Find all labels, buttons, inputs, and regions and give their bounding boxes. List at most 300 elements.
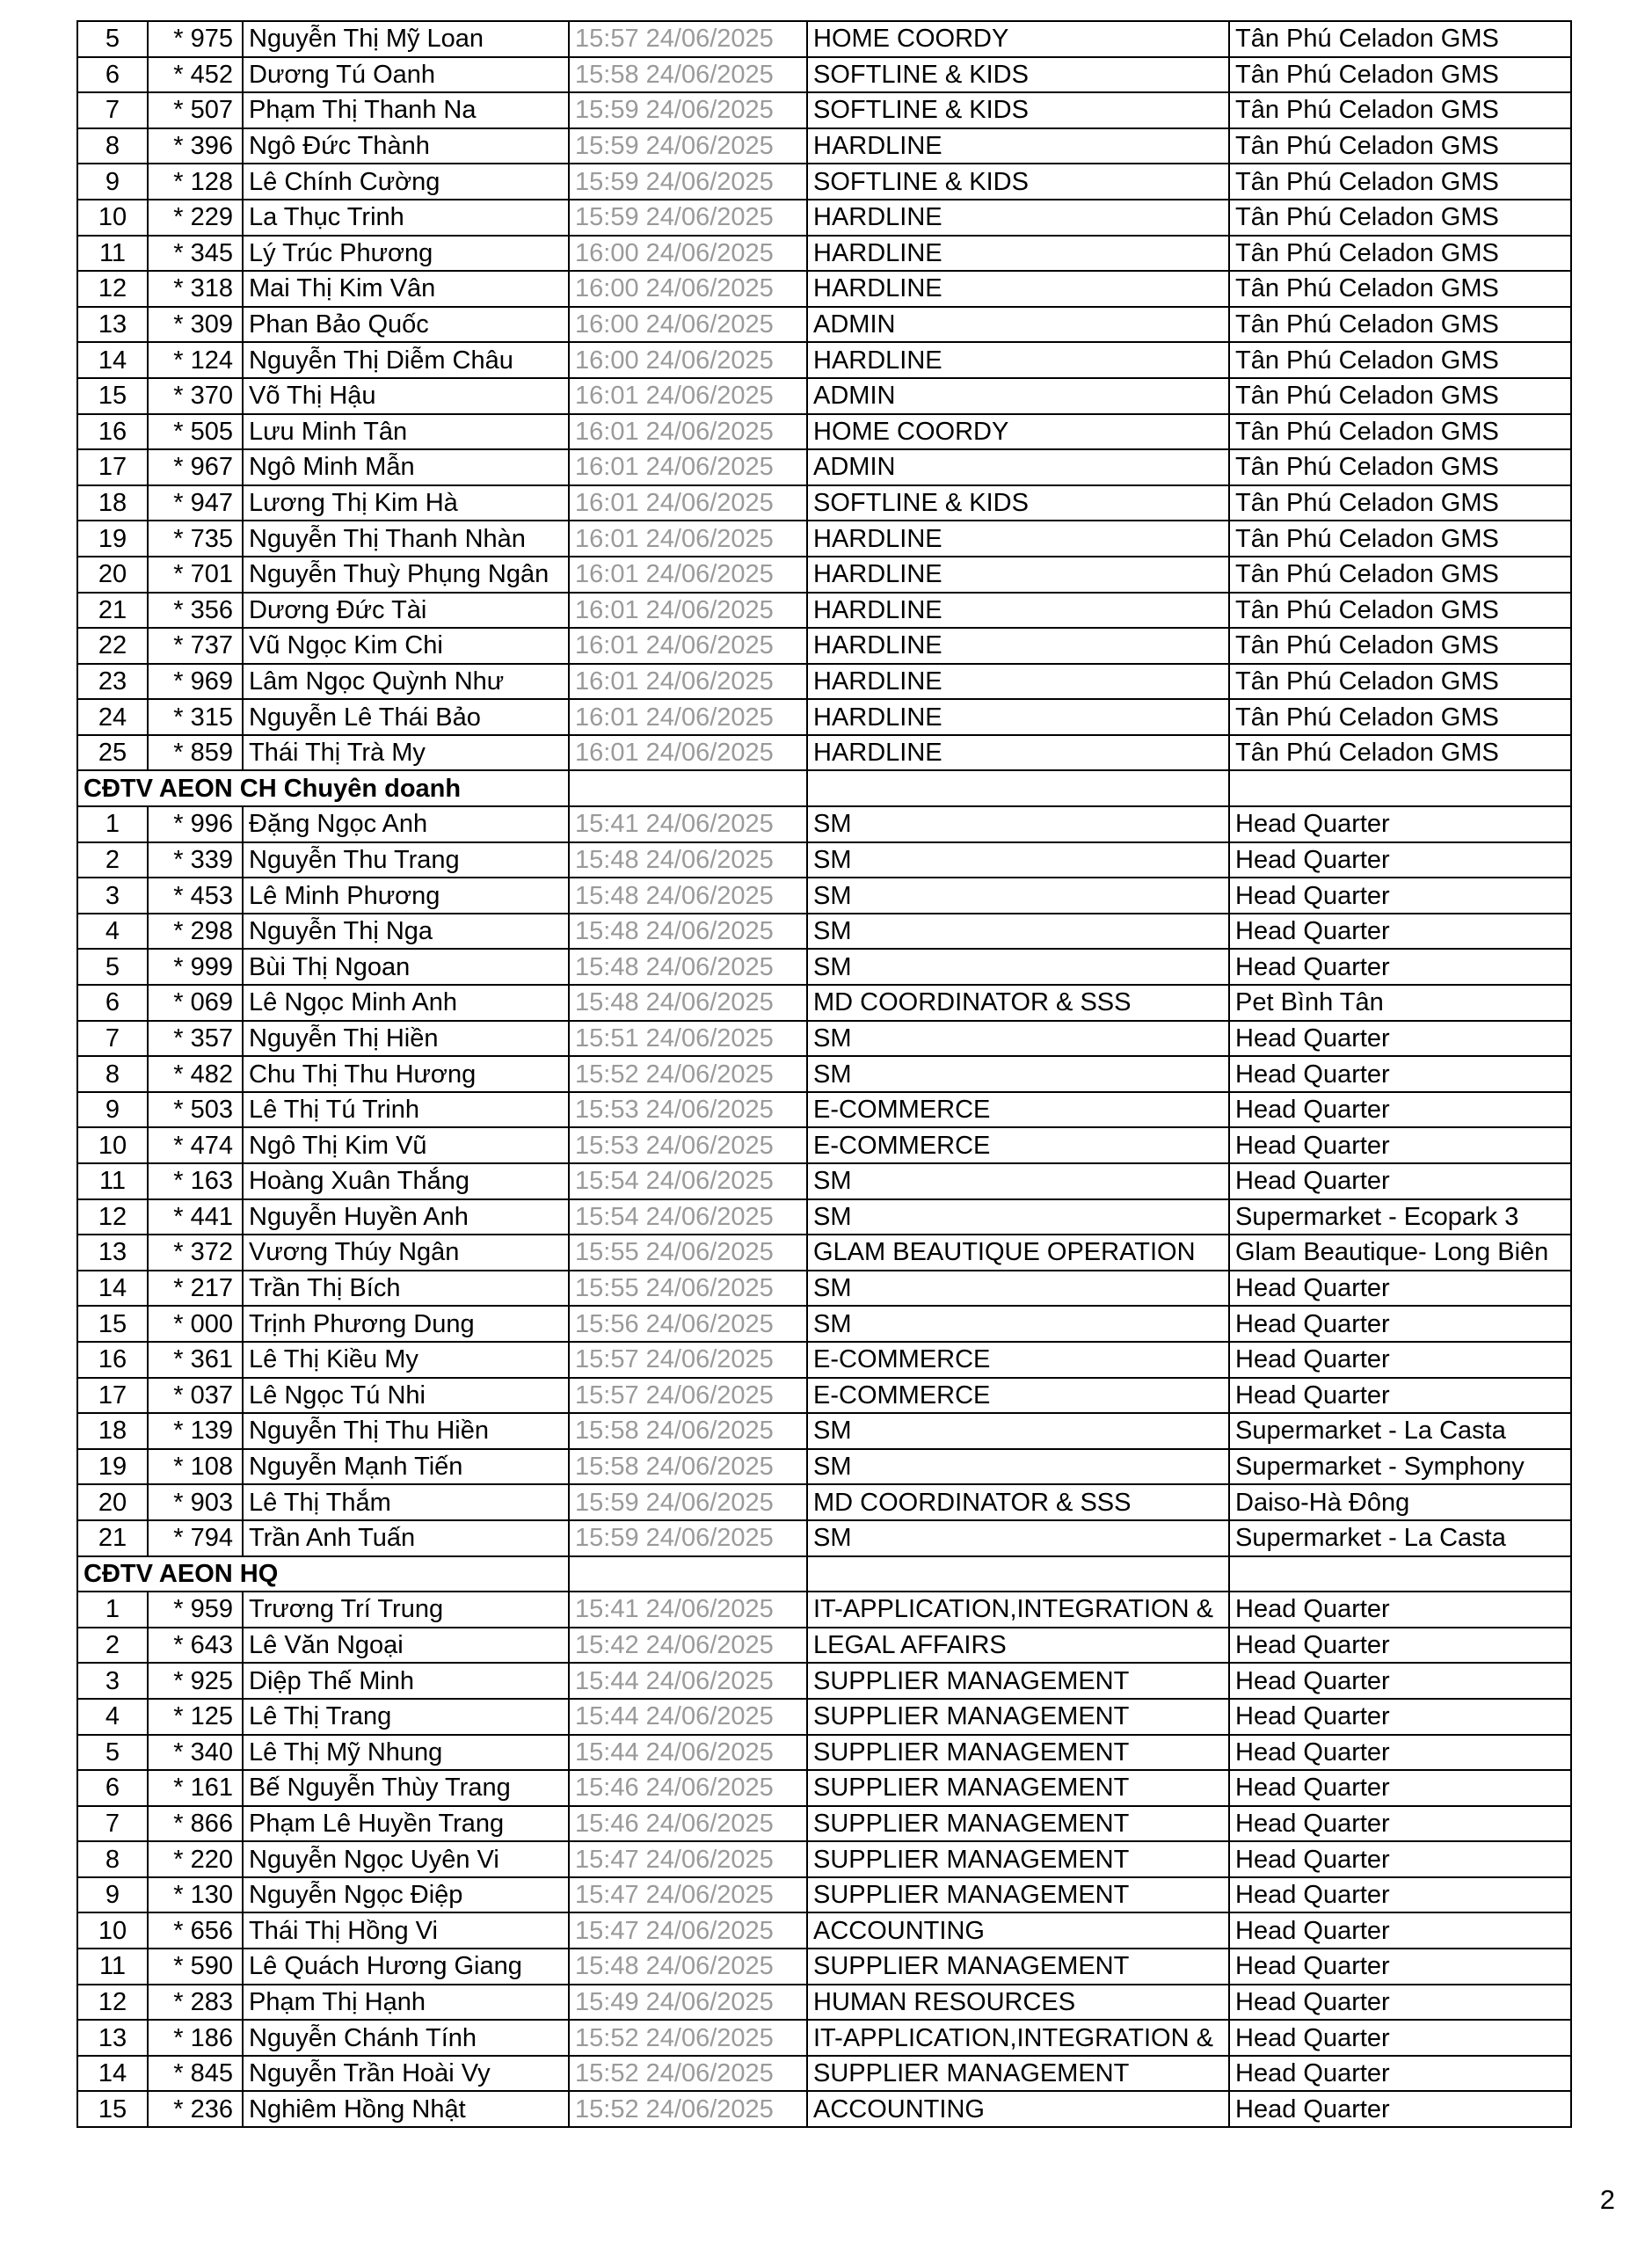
table-row (77, 92, 1571, 128)
table-row (77, 2020, 1571, 2056)
location: Head Quarter (1229, 2056, 1571, 2092)
employee-name: Nguyễn Ngọc Uyên Vi (243, 1841, 569, 1877)
row-number: 15 (77, 378, 148, 414)
employee-id: * 217 (148, 1271, 243, 1307)
check-in-time: 16:01 24/06/2025 (569, 557, 807, 593)
check-in-time: 15:58 24/06/2025 (569, 57, 807, 93)
table-row (77, 1056, 1571, 1092)
table-row (77, 1199, 1571, 1235)
department: SUPPLIER MANAGEMENT (807, 1663, 1229, 1699)
table-row (77, 1163, 1571, 1199)
check-in-time: 15:52 24/06/2025 (569, 2091, 807, 2127)
check-in-time: 15:52 24/06/2025 (569, 1056, 807, 1092)
employee-name: Lê Ngọc Tú Nhi (243, 1378, 569, 1414)
row-number: 20 (77, 1484, 148, 1520)
row-number: 3 (77, 1663, 148, 1699)
employee-name: Bùi Thị Ngoan (243, 949, 569, 985)
location: Tân Phú Celadon GMS (1229, 699, 1571, 735)
table-row (77, 878, 1571, 914)
check-in-time: 15:57 24/06/2025 (569, 1342, 807, 1378)
location: Head Quarter (1229, 806, 1571, 842)
employee-id: * 503 (148, 1092, 243, 1128)
employee-id: * 794 (148, 1520, 243, 1556)
row-number: 23 (77, 664, 148, 700)
employee-id: * 999 (148, 949, 243, 985)
table-row (77, 1949, 1571, 1985)
employee-id: * 866 (148, 1806, 243, 1842)
location: Head Quarter (1229, 1021, 1571, 1057)
employee-id: * 859 (148, 735, 243, 771)
check-in-time: 16:01 24/06/2025 (569, 735, 807, 771)
location: Head Quarter (1229, 1271, 1571, 1307)
row-number: 10 (77, 1127, 148, 1163)
row-number: 11 (77, 1949, 148, 1985)
employee-id: * 315 (148, 699, 243, 735)
check-in-time: 15:58 24/06/2025 (569, 1449, 807, 1485)
attendance-table (76, 20, 1572, 2128)
row-number: 8 (77, 1841, 148, 1877)
table-row (77, 1271, 1571, 1307)
employee-name: Nguyễn Chánh Tính (243, 2020, 569, 2056)
check-in-time: 15:48 24/06/2025 (569, 1949, 807, 1985)
employee-name: Lưu Minh Tân (243, 414, 569, 450)
check-in-time: 15:51 24/06/2025 (569, 1021, 807, 1057)
department: SM (807, 806, 1229, 842)
department: HARDLINE (807, 271, 1229, 307)
row-number: 6 (77, 985, 148, 1021)
location: Head Quarter (1229, 1127, 1571, 1163)
check-in-time: 16:00 24/06/2025 (569, 236, 807, 272)
table-row (77, 307, 1571, 343)
location: Head Quarter (1229, 1949, 1571, 1985)
table-row (77, 1806, 1571, 1842)
department: SM (807, 878, 1229, 914)
row-number: 8 (77, 128, 148, 164)
department: HOME COORDY (807, 414, 1229, 450)
employee-name: Nguyễn Thị Thanh Nhàn (243, 521, 569, 557)
location: Head Quarter (1229, 1306, 1571, 1342)
department: SM (807, 1271, 1229, 1307)
check-in-time: 15:42 24/06/2025 (569, 1628, 807, 1664)
department: ADMIN (807, 307, 1229, 343)
department: SM (807, 1520, 1229, 1556)
table-row (77, 1912, 1571, 1949)
check-in-time: 16:00 24/06/2025 (569, 342, 807, 378)
employee-id: * 124 (148, 342, 243, 378)
table-row (77, 1770, 1571, 1806)
check-in-time: 15:58 24/06/2025 (569, 1413, 807, 1449)
employee-name: Hoàng Xuân Thắng (243, 1163, 569, 1199)
row-number: 24 (77, 699, 148, 735)
employee-id: * 737 (148, 628, 243, 664)
check-in-time: 16:01 24/06/2025 (569, 485, 807, 521)
employee-id: * 000 (148, 1306, 243, 1342)
employee-id: * 356 (148, 593, 243, 629)
check-in-time: 15:52 24/06/2025 (569, 2056, 807, 2092)
table-row (77, 1699, 1571, 1735)
department: HARDLINE (807, 628, 1229, 664)
table-row (77, 1877, 1571, 1913)
row-number: 20 (77, 557, 148, 593)
check-in-time: 15:53 24/06/2025 (569, 1127, 807, 1163)
department: MD COORDINATOR & SSS (807, 1484, 1229, 1520)
location: Daiso-Hà Đông (1229, 1484, 1571, 1520)
department: HARDLINE (807, 735, 1229, 771)
row-number: 16 (77, 1342, 148, 1378)
department: SM (807, 1163, 1229, 1199)
location: Head Quarter (1229, 1841, 1571, 1877)
check-in-time: 16:01 24/06/2025 (569, 628, 807, 664)
location: Head Quarter (1229, 914, 1571, 950)
employee-id: * 975 (148, 21, 243, 57)
employee-name: Lê Minh Phương (243, 878, 569, 914)
location: Supermarket - La Casta (1229, 1413, 1571, 1449)
department: SUPPLIER MANAGEMENT (807, 1841, 1229, 1877)
employee-id: * 139 (148, 1413, 243, 1449)
employee-name: Trịnh Phương Dung (243, 1306, 569, 1342)
employee-id: * 186 (148, 2020, 243, 2056)
department: SOFTLINE & KIDS (807, 92, 1229, 128)
row-number: 9 (77, 164, 148, 200)
check-in-time: 16:01 24/06/2025 (569, 699, 807, 735)
department: SUPPLIER MANAGEMENT (807, 1806, 1229, 1842)
row-number: 18 (77, 485, 148, 521)
location: Tân Phú Celadon GMS (1229, 378, 1571, 414)
department: SUPPLIER MANAGEMENT (807, 1949, 1229, 1985)
employee-name: Nguyễn Ngọc Điệp (243, 1877, 569, 1913)
table-row (77, 1841, 1571, 1877)
table-row (77, 914, 1571, 950)
check-in-time: 15:57 24/06/2025 (569, 21, 807, 57)
attendance-table-body (77, 21, 1571, 2127)
department: HOME COORDY (807, 21, 1229, 57)
table-row (77, 521, 1571, 557)
employee-name: Trần Anh Tuấn (243, 1520, 569, 1556)
table-row (77, 1235, 1571, 1271)
location: Tân Phú Celadon GMS (1229, 485, 1571, 521)
section-title: CĐTV AEON CH Chuyên doanh (77, 770, 569, 806)
row-number: 15 (77, 1306, 148, 1342)
location: Head Quarter (1229, 1985, 1571, 2021)
employee-name: La Thục Trinh (243, 200, 569, 236)
row-number: 19 (77, 1449, 148, 1485)
department: SOFTLINE & KIDS (807, 57, 1229, 93)
employee-name: Nguyễn Thu Trang (243, 842, 569, 878)
employee-name: Lê Chính Cường (243, 164, 569, 200)
check-in-time: 15:44 24/06/2025 (569, 1735, 807, 1771)
employee-id: * 967 (148, 449, 243, 485)
employee-id: * 474 (148, 1127, 243, 1163)
location: Tân Phú Celadon GMS (1229, 92, 1571, 128)
table-row (77, 164, 1571, 200)
location: Tân Phú Celadon GMS (1229, 521, 1571, 557)
row-number: 2 (77, 1628, 148, 1664)
check-in-time: 15:53 24/06/2025 (569, 1092, 807, 1128)
department: SOFTLINE & KIDS (807, 485, 1229, 521)
table-row (77, 2056, 1571, 2092)
employee-id: * 283 (148, 1985, 243, 2021)
employee-name: Lê Thị Thắm (243, 1484, 569, 1520)
table-row (77, 1628, 1571, 1664)
table-row (77, 806, 1571, 842)
check-in-time: 15:44 24/06/2025 (569, 1699, 807, 1735)
check-in-time: 15:41 24/06/2025 (569, 1592, 807, 1628)
employee-name: Nguyễn Trần Hoài Vy (243, 2056, 569, 2092)
employee-name: Võ Thị Hậu (243, 378, 569, 414)
empty-cell (569, 1556, 807, 1592)
department: IT-APPLICATION,INTEGRATION & (807, 2020, 1229, 2056)
location: Tân Phú Celadon GMS (1229, 449, 1571, 485)
location: Head Quarter (1229, 842, 1571, 878)
check-in-time: 15:48 24/06/2025 (569, 985, 807, 1021)
check-in-time: 15:55 24/06/2025 (569, 1235, 807, 1271)
table-row (77, 271, 1571, 307)
employee-id: * 947 (148, 485, 243, 521)
location: Head Quarter (1229, 2091, 1571, 2127)
employee-name: Lâm Ngọc Quỳnh Như (243, 664, 569, 700)
location: Supermarket - Symphony (1229, 1449, 1571, 1485)
location: Head Quarter (1229, 1163, 1571, 1199)
table-row (77, 200, 1571, 236)
employee-name: Nguyễn Thị Diễm Châu (243, 342, 569, 378)
employee-name: Đặng Ngọc Anh (243, 806, 569, 842)
employee-id: * 735 (148, 521, 243, 557)
employee-name: Bế Nguyễn Thùy Trang (243, 1770, 569, 1806)
location: Tân Phú Celadon GMS (1229, 57, 1571, 93)
department: SM (807, 949, 1229, 985)
location: Tân Phú Celadon GMS (1229, 21, 1571, 57)
row-number: 21 (77, 1520, 148, 1556)
location: Head Quarter (1229, 1628, 1571, 1664)
table-row (77, 1520, 1571, 1556)
department: SUPPLIER MANAGEMENT (807, 1770, 1229, 1806)
location: Tân Phú Celadon GMS (1229, 164, 1571, 200)
location: Head Quarter (1229, 1663, 1571, 1699)
department: SM (807, 1021, 1229, 1057)
check-in-time: 15:56 24/06/2025 (569, 1306, 807, 1342)
empty-cell (569, 770, 807, 806)
check-in-time: 16:00 24/06/2025 (569, 307, 807, 343)
department: SM (807, 1056, 1229, 1092)
department: HARDLINE (807, 557, 1229, 593)
location: Supermarket - La Casta (1229, 1520, 1571, 1556)
row-number: 22 (77, 628, 148, 664)
table-row (77, 485, 1571, 521)
department: SM (807, 1306, 1229, 1342)
employee-id: * 590 (148, 1949, 243, 1985)
empty-cell (807, 1556, 1229, 1592)
employee-name: Vương Thúy Ngân (243, 1235, 569, 1271)
row-number: 10 (77, 200, 148, 236)
employee-id: * 229 (148, 200, 243, 236)
check-in-time: 16:01 24/06/2025 (569, 664, 807, 700)
check-in-time: 15:55 24/06/2025 (569, 1271, 807, 1307)
table-row (77, 842, 1571, 878)
department: ACCOUNTING (807, 1912, 1229, 1949)
location: Head Quarter (1229, 1877, 1571, 1913)
department: SUPPLIER MANAGEMENT (807, 1735, 1229, 1771)
employee-id: * 037 (148, 1378, 243, 1414)
row-number: 5 (77, 949, 148, 985)
table-row (77, 1127, 1571, 1163)
department: SM (807, 1413, 1229, 1449)
employee-id: * 163 (148, 1163, 243, 1199)
employee-name: Nguyễn Huyền Anh (243, 1199, 569, 1235)
row-number: 1 (77, 1592, 148, 1628)
employee-name: Chu Thị Thu Hương (243, 1056, 569, 1092)
employee-id: * 345 (148, 236, 243, 272)
location: Pet Bình Tân (1229, 985, 1571, 1021)
row-number: 5 (77, 1735, 148, 1771)
employee-id: * 125 (148, 1699, 243, 1735)
table-row (77, 1592, 1571, 1628)
check-in-time: 15:48 24/06/2025 (569, 878, 807, 914)
employee-id: * 903 (148, 1484, 243, 1520)
employee-name: Lý Trúc Phương (243, 236, 569, 272)
table-row (77, 628, 1571, 664)
check-in-time: 15:57 24/06/2025 (569, 1378, 807, 1414)
employee-id: * 372 (148, 1235, 243, 1271)
row-number: 12 (77, 1985, 148, 2021)
employee-name: Lê Ngọc Minh Anh (243, 985, 569, 1021)
location: Head Quarter (1229, 1806, 1571, 1842)
table-row (77, 1449, 1571, 1485)
employee-name: Nguyễn Lê Thái Bảo (243, 699, 569, 735)
department: SOFTLINE & KIDS (807, 164, 1229, 200)
empty-cell (1229, 770, 1571, 806)
location: Tân Phú Celadon GMS (1229, 557, 1571, 593)
row-number: 12 (77, 1199, 148, 1235)
location: Tân Phú Celadon GMS (1229, 307, 1571, 343)
location: Head Quarter (1229, 2020, 1571, 2056)
section-header-row (77, 770, 1571, 806)
department: ADMIN (807, 449, 1229, 485)
employee-id: * 361 (148, 1342, 243, 1378)
row-number: 9 (77, 1092, 148, 1128)
employee-name: Lê Thị Kiều My (243, 1342, 569, 1378)
location: Head Quarter (1229, 878, 1571, 914)
row-number: 7 (77, 1806, 148, 1842)
employee-id: * 996 (148, 806, 243, 842)
check-in-time: 15:44 24/06/2025 (569, 1663, 807, 1699)
employee-id: * 069 (148, 985, 243, 1021)
table-row (77, 128, 1571, 164)
attendance-sheet (76, 20, 1570, 2128)
row-number: 16 (77, 414, 148, 450)
row-number: 13 (77, 2020, 148, 2056)
location: Head Quarter (1229, 1592, 1571, 1628)
table-row (77, 1021, 1571, 1057)
employee-id: * 298 (148, 914, 243, 950)
empty-cell (1229, 1556, 1571, 1592)
employee-id: * 969 (148, 664, 243, 700)
check-in-time: 16:01 24/06/2025 (569, 593, 807, 629)
employee-name: Trần Thị Bích (243, 1271, 569, 1307)
employee-id: * 656 (148, 1912, 243, 1949)
row-number: 3 (77, 878, 148, 914)
location: Head Quarter (1229, 1699, 1571, 1735)
department: SM (807, 914, 1229, 950)
employee-name: Ngô Minh Mẫn (243, 449, 569, 485)
location: Head Quarter (1229, 949, 1571, 985)
department: SUPPLIER MANAGEMENT (807, 1877, 1229, 1913)
department: HARDLINE (807, 128, 1229, 164)
department: E-COMMERCE (807, 1378, 1229, 1414)
employee-name: Phạm Lê Huyền Trang (243, 1806, 569, 1842)
employee-name: Nguyễn Thuỳ Phụng Ngân (243, 557, 569, 593)
employee-name: Phạm Thị Thanh Na (243, 92, 569, 128)
location: Glam Beautique- Long Biên (1229, 1235, 1571, 1271)
location: Tân Phú Celadon GMS (1229, 236, 1571, 272)
row-number: 17 (77, 449, 148, 485)
employee-name: Nguyễn Thị Nga (243, 914, 569, 950)
row-number: 14 (77, 342, 148, 378)
table-row (77, 1735, 1571, 1771)
department: MD COORDINATOR & SSS (807, 985, 1229, 1021)
row-number: 15 (77, 2091, 148, 2127)
location: Tân Phú Celadon GMS (1229, 128, 1571, 164)
department: HARDLINE (807, 593, 1229, 629)
row-number: 11 (77, 236, 148, 272)
location: Supermarket - Ecopark 3 (1229, 1199, 1571, 1235)
row-number: 11 (77, 1163, 148, 1199)
check-in-time: 15:59 24/06/2025 (569, 200, 807, 236)
row-number: 19 (77, 521, 148, 557)
row-number: 6 (77, 57, 148, 93)
department: SUPPLIER MANAGEMENT (807, 1699, 1229, 1735)
check-in-time: 16:01 24/06/2025 (569, 378, 807, 414)
employee-name: Lê Thị Tú Trinh (243, 1092, 569, 1128)
department: E-COMMERCE (807, 1092, 1229, 1128)
check-in-time: 15:48 24/06/2025 (569, 842, 807, 878)
employee-id: * 108 (148, 1449, 243, 1485)
table-row (77, 699, 1571, 735)
department: SUPPLIER MANAGEMENT (807, 2056, 1229, 2092)
location: Tân Phú Celadon GMS (1229, 200, 1571, 236)
employee-name: Lê Văn Ngoại (243, 1628, 569, 1664)
table-row (77, 735, 1571, 771)
row-number: 13 (77, 1235, 148, 1271)
employee-name: Lê Thị Mỹ Nhung (243, 1735, 569, 1771)
row-number: 2 (77, 842, 148, 878)
table-row (77, 449, 1571, 485)
department: ACCOUNTING (807, 2091, 1229, 2127)
table-row (77, 342, 1571, 378)
employee-id: * 959 (148, 1592, 243, 1628)
location: Head Quarter (1229, 1342, 1571, 1378)
table-row (77, 985, 1571, 1021)
table-row (77, 2091, 1571, 2127)
row-number: 6 (77, 1770, 148, 1806)
check-in-time: 15:49 24/06/2025 (569, 1985, 807, 2021)
employee-name: Ngô Đức Thành (243, 128, 569, 164)
employee-name: Nguyễn Thị Thu Hiền (243, 1413, 569, 1449)
employee-name: Nguyễn Thị Mỹ Loan (243, 21, 569, 57)
table-row (77, 1306, 1571, 1342)
location: Tân Phú Celadon GMS (1229, 593, 1571, 629)
location: Head Quarter (1229, 1735, 1571, 1771)
table-row (77, 557, 1571, 593)
location: Head Quarter (1229, 1056, 1571, 1092)
department: SM (807, 842, 1229, 878)
department: HARDLINE (807, 699, 1229, 735)
employee-id: * 643 (148, 1628, 243, 1664)
row-number: 7 (77, 1021, 148, 1057)
location: Head Quarter (1229, 1378, 1571, 1414)
department: HARDLINE (807, 236, 1229, 272)
row-number: 21 (77, 593, 148, 629)
table-row (77, 1985, 1571, 2021)
